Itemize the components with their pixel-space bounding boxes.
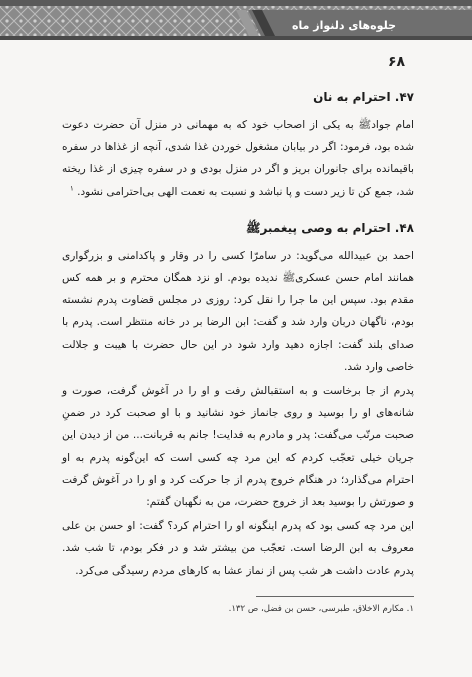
page-header bbox=[0, 0, 472, 50]
section-title-47: ۴۷. احترام به نان bbox=[313, 90, 414, 104]
honorific-glyph: ﷺ bbox=[245, 220, 261, 235]
page-number: ۶۸ bbox=[388, 54, 406, 70]
paragraph: احمد بن عبیدالله می‌گوید: در سامرّا کسی را در وقار و پاکدامنی و بزرگواری همانند امام حسن عسکریﷺ ندیده بودم. او نزد همگان محترم و بر همه کس مقدم بود. سپس این ما جرا را نقل کرد: روزی در مجلس قضاوت پدرم نشسته بودم، ناگهان دربان وارد شد و گفت: ابن الرضا بر در خانه منتظر است. پدرم با صدای بلند گفت: اجازه دهید وارد شود در این حال حضرت با هیبت و جلالت خاصی وارد شد. bbox=[62, 249, 414, 373]
footnote-marker[interactable]: ۱ bbox=[69, 184, 74, 193]
section-title-48: ۴۸. احترام به وصی پیغمبرﷺ bbox=[245, 220, 414, 235]
running-title: جلوه‌های دلنواز ماه bbox=[291, 19, 396, 32]
footnote: ۱. مکارم الاخلاق، طبرسی، حسن بن فضل، ص ۱۳۲. bbox=[228, 604, 414, 614]
header-ornament bbox=[0, 0, 472, 50]
paragraph: این مرد چه کسی بود که پدرم اینگونه او را احترام کرد؟ گفت: او حسن بن علی معروف به ابن الرضا است. تعجّب من بیشتر شد و در فکر بودم، تا شب شد. پدرم عادت داشت هر شب پس از نماز عشا به کارهای مردم رسیدگی می‌کرد. bbox=[62, 520, 414, 577]
paragraph: پدرم از جا برخاست و به استقبالش رفت و او را در آغوش گرفت، صورت و شانه‌های او را بوسید و روی جانماز خود نشانید و با او صحبت کرد در ضمنِ صحبت مرتّب می‌گفت: پدر و مادرم به فدایت! جانم به قربانت... من از دیدن این جریان خیلی تعجّب کردم که این مرد چه کسی است که این‌گونه پدرم به او احترام می‌گذارد؛ در هنگام خروج پدرم از جا حرکت کرد و او را در آغوش گرفت و صورتش را بوسید بعد از خروج حضرت، من به نگهبان گفتم: bbox=[62, 385, 414, 509]
paragraph: امام جوادﷺ به یکی از اصحاب خود که به مهمانی در منزل آن حضرت دعوت شده بود، فرمود: اگر در بیابان مشغول خوردن غذا شدی، آنچه از غذاها در سفره باقیمانده برای جانوران بریز و اگر در منزل بودی و در سفره چیزی از غذا ریخته شد، جمع کن تا زیر دست و پا نباشد و نسبت به نعمت الهی بی‌احترامی نشود. $^۱$ bbox=[62, 119, 414, 198]
footnote-divider bbox=[256, 596, 414, 597]
page-body bbox=[62, 88, 414, 582]
